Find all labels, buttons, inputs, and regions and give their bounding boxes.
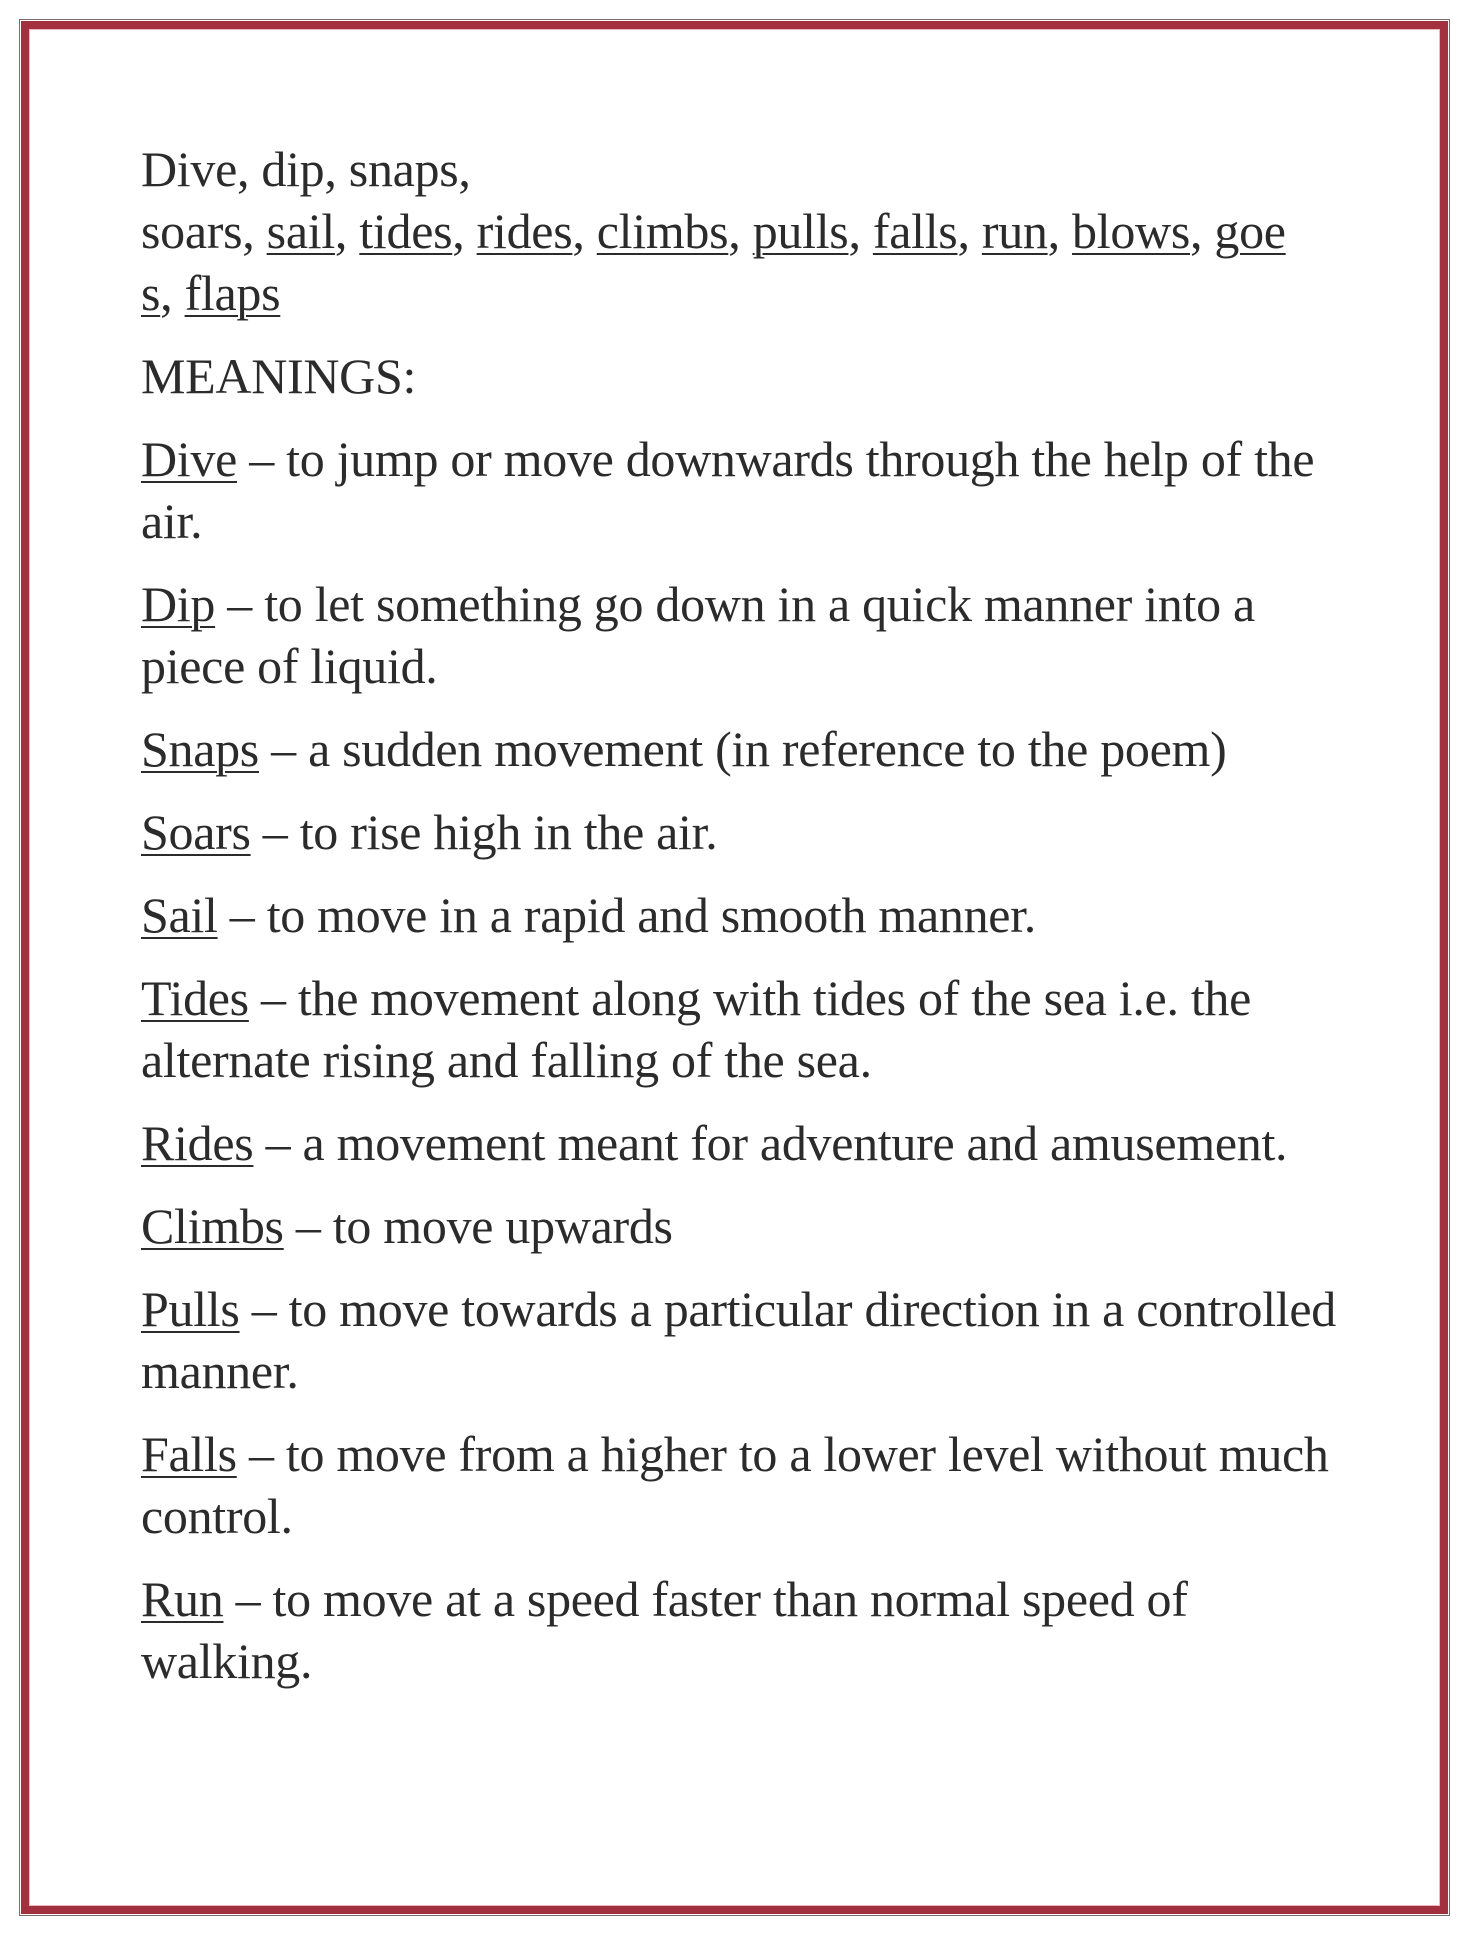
meaning-term: Tides <box>141 970 249 1026</box>
meaning-term: Soars <box>141 804 251 860</box>
meaning-term: Rides <box>141 1115 254 1171</box>
meaning-term: Sail <box>141 887 218 943</box>
meaning-item <box>141 718 1341 780</box>
word-sail: sail <box>266 203 335 259</box>
word-run: run <box>981 203 1048 259</box>
meaning-term: Dip <box>141 576 216 632</box>
meaning-definition: – to move from a higher to a lower level without much control. <box>141 1426 1329 1544</box>
word-flaps: flaps <box>184 265 281 321</box>
word-pulls: pulls <box>752 203 849 259</box>
word-tides: tides <box>359 203 453 259</box>
meanings-heading: MEANINGS: <box>141 348 417 404</box>
word-soars: soars <box>141 203 243 259</box>
meaning-item <box>141 967 1341 1091</box>
meaning-definition: – to rise high in the air. <box>250 804 718 860</box>
word-list-line-3: s, flaps <box>141 265 281 321</box>
word-blows: blows <box>1072 203 1190 259</box>
meaning-item <box>141 884 1341 946</box>
meaning-term: Run <box>141 1571 224 1627</box>
meaning-definition: – a sudden movement (in reference to the poem) <box>258 721 1227 777</box>
meaning-item <box>141 1112 1341 1174</box>
meaning-item <box>141 573 1341 697</box>
word-goes-part1: goe <box>1214 203 1286 259</box>
meaning-definition: – to move in a rapid and smooth manner. <box>217 887 1036 943</box>
meaning-item <box>141 1423 1341 1547</box>
word-goes-part2: s <box>141 265 161 321</box>
word-list-line-2: soars, sail, tides, rides, climbs, pulls, falls, run, blows, goe <box>141 203 1286 259</box>
meaning-item <box>141 1568 1341 1692</box>
meaning-term: Snaps <box>141 721 259 777</box>
document-body <box>141 138 1341 1713</box>
meaning-item <box>141 1195 1341 1257</box>
meaning-definition: – to jump or move downwards through the help of the air. <box>141 431 1315 549</box>
meaning-item <box>141 1278 1341 1402</box>
meaning-term: Pulls <box>141 1281 240 1337</box>
meaning-item <box>141 428 1341 552</box>
word-list <box>141 138 1341 324</box>
meaning-definition: – to move upwards <box>283 1198 673 1254</box>
meaning-term: Falls <box>141 1426 237 1482</box>
word-climbs: climbs <box>596 203 729 259</box>
meaning-term: Dive <box>141 431 237 487</box>
word-falls: falls <box>872 203 958 259</box>
meaning-definition: – a movement meant for adventure and amusement. <box>253 1115 1288 1171</box>
meaning-definition: – to move at a speed faster than normal speed of walking. <box>141 1571 1188 1689</box>
meaning-item <box>141 801 1341 863</box>
meaning-term: Climbs <box>141 1198 284 1254</box>
meaning-definition: – to let something go down in a quick manner into a piece of liquid. <box>141 576 1255 694</box>
word-rides: rides <box>476 203 573 259</box>
meaning-definition: – the movement along with tides of the sea i.e. the alternate rising and falling of the sea. <box>141 970 1252 1088</box>
meaning-definition: – to move towards a particular direction in a controlled manner. <box>141 1281 1336 1399</box>
word-list-line-1: Dive, dip, snaps, <box>141 141 471 197</box>
